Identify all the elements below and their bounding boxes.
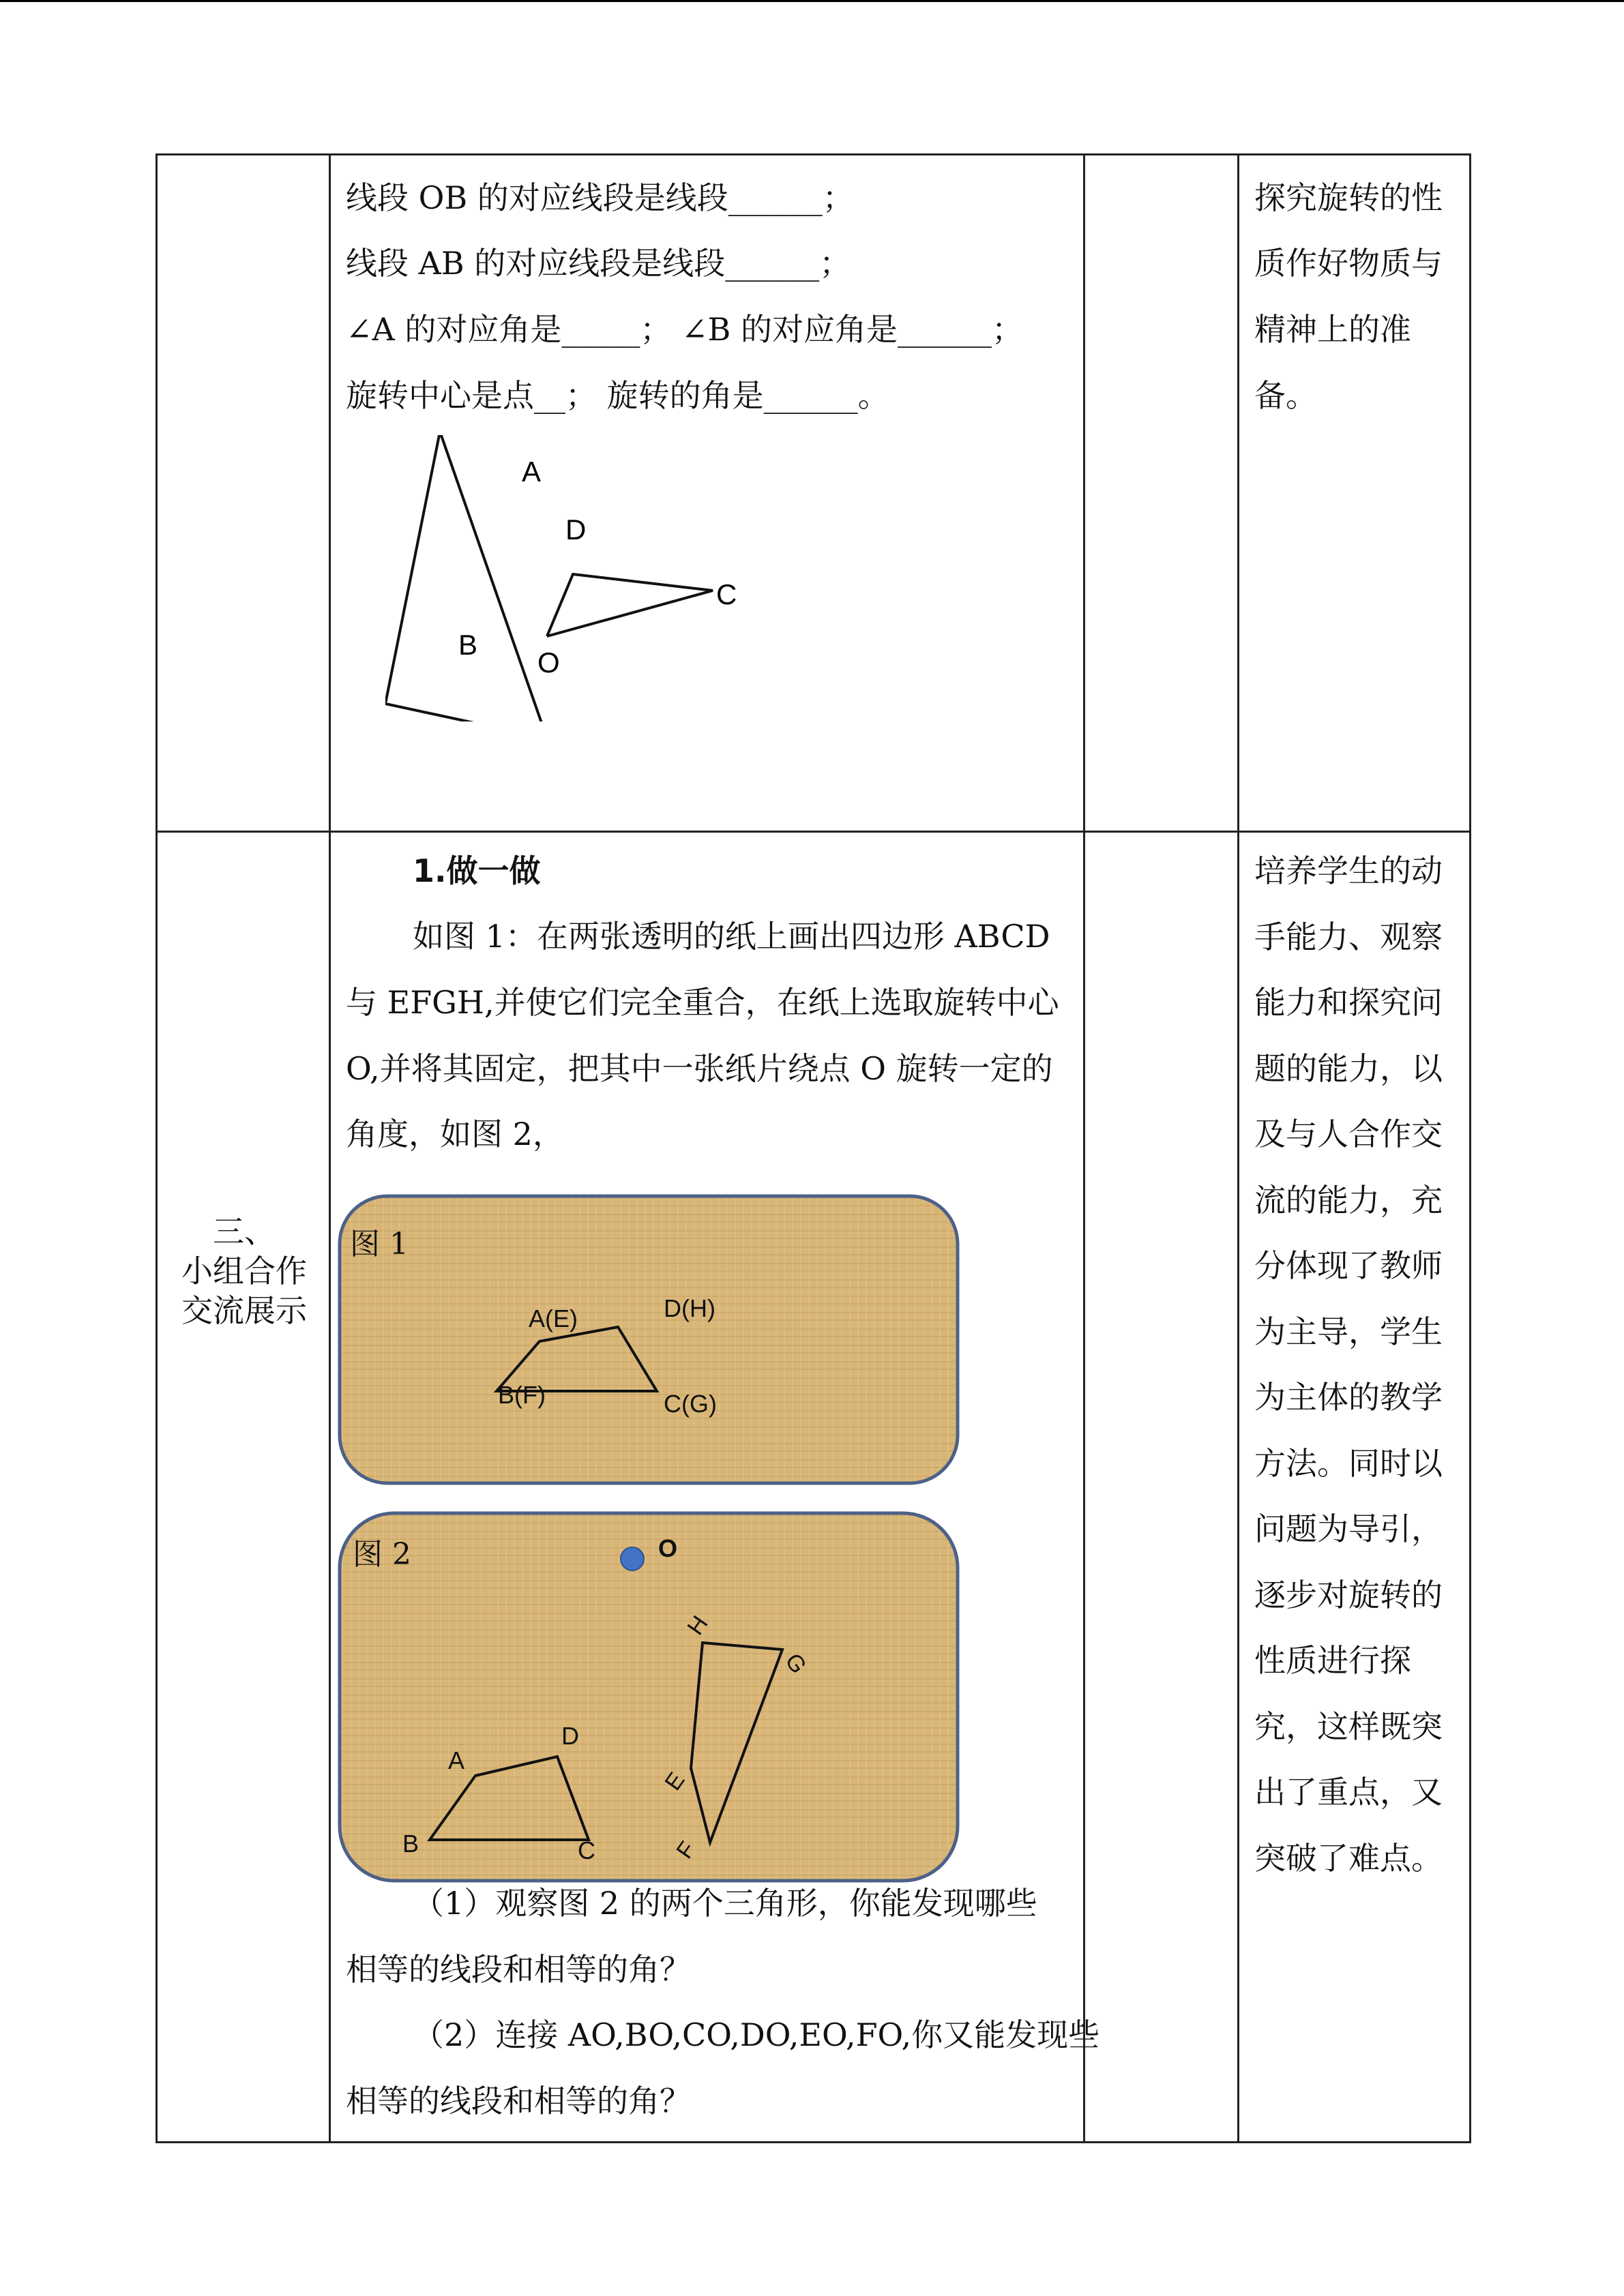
note-line: 备。 xyxy=(1254,377,1317,414)
note-line: 及与人合作交 xyxy=(1254,1116,1443,1152)
paper-background xyxy=(340,1513,958,1881)
activity-heading: 1.做一做 xyxy=(413,852,541,889)
note-line: 问题为导引， xyxy=(1254,1510,1443,1547)
stage-title-line2: 交流展示 xyxy=(181,1292,307,1329)
note-line: 究，这样既突 xyxy=(1254,1708,1443,1745)
page-top-rule xyxy=(0,0,1624,2)
question-line-ab: 线段 AB 的对应线段是线段______； xyxy=(346,245,851,282)
paper-background xyxy=(340,1196,958,1483)
stage-number: 三、 xyxy=(213,1213,276,1250)
label-c: C xyxy=(716,578,737,610)
label-c: C xyxy=(578,1836,595,1864)
label-e: E xyxy=(660,1768,690,1795)
note-line: 出了重点，又 xyxy=(1254,1774,1443,1810)
note-line: 方法。同时以 xyxy=(1254,1444,1443,1482)
note-line: 为主体的教学 xyxy=(1254,1379,1443,1416)
note-line: 能力和探究问 xyxy=(1254,984,1443,1021)
label-o: O xyxy=(537,646,560,679)
stage-cell xyxy=(157,832,330,2143)
note-line: 精神上的准 xyxy=(1254,311,1411,348)
triangle-doc xyxy=(547,574,713,636)
label-a: A xyxy=(448,1746,465,1774)
table-row xyxy=(157,832,1471,2143)
label-o: O xyxy=(658,1534,678,1562)
note-line: 性质进行探 xyxy=(1254,1642,1411,1679)
figure-2-panel xyxy=(338,1511,960,1883)
note-line: 探究旋转的性 xyxy=(1254,179,1443,216)
intro-line: 如图 1：在两张透明的纸上画出四边形 ABCD xyxy=(413,918,1050,955)
intro-line: O,并将其固定，把其中一张纸片绕点 O 旋转一定的 xyxy=(346,1050,1053,1087)
figure-1-title: 图 1 xyxy=(350,1227,409,1262)
label-b: B xyxy=(458,629,478,661)
label-b-f: B(F) xyxy=(498,1381,546,1409)
note-line: 题的能力，以 xyxy=(1254,1049,1443,1087)
question-line: 相等的线段和相等的角？ xyxy=(346,2083,691,2119)
question-line-angles: ∠A 的对应角是_____； ∠B 的对应角是______； xyxy=(346,311,1023,348)
content-cell-rotation-questions xyxy=(330,155,1084,832)
rotation-triangles-figure xyxy=(385,435,740,721)
rotation-center-point xyxy=(621,1547,644,1570)
stage-title-line1: 小组合作 xyxy=(181,1253,307,1289)
label-c-g: C(G) xyxy=(664,1390,717,1418)
note-line: 培养学生的动 xyxy=(1254,852,1443,889)
label-d: D xyxy=(561,1722,579,1750)
label-d: D xyxy=(565,513,587,546)
label-d-h: D(H) xyxy=(664,1294,715,1322)
note-line: 手能力、观察 xyxy=(1254,918,1443,955)
note-line: 质作好物质与 xyxy=(1254,245,1443,282)
label-a: A xyxy=(522,456,542,488)
label-h: H xyxy=(682,1611,713,1640)
question-line-center: 旋转中心是点__； 旋转的角是______。 xyxy=(346,377,889,414)
label-a-e: A(E) xyxy=(529,1304,578,1332)
intro-line: 角度，如图 2， xyxy=(346,1116,564,1152)
table-row xyxy=(157,155,1471,832)
note-line: 分体现了教师 xyxy=(1254,1247,1443,1284)
label-g: G xyxy=(780,1648,812,1679)
note-line: 流的能力，充 xyxy=(1254,1181,1443,1219)
note-line: 突破了难点。 xyxy=(1254,1839,1443,1877)
question-line: （1）观察图 2 的两个三角形，你能发现哪些 xyxy=(413,1885,1037,1922)
note-line: 逐步对旋转的 xyxy=(1254,1576,1443,1613)
empty-cell xyxy=(1084,832,1239,2143)
label-f: F xyxy=(671,1836,701,1864)
empty-cell xyxy=(1084,155,1239,832)
intro-line: 与 EFGH,并使它们完全重合，在纸上选取旋转中心 xyxy=(346,984,1059,1021)
note-cell-row2 xyxy=(1239,832,1471,2143)
stage-cell-empty xyxy=(157,155,330,832)
lesson-plan-table xyxy=(156,153,1471,2143)
question-line: （2）连接 AO,BO,CO,DO,EO,FO,你又能发现些 xyxy=(413,2016,1100,2053)
note-line: 为主导，学生 xyxy=(1254,1313,1443,1350)
question-line: 相等的线段和相等的角？ xyxy=(346,1951,691,1988)
note-cell-row1 xyxy=(1239,155,1471,832)
content-cell-activity xyxy=(330,832,1100,2143)
figure-2-title: 图 2 xyxy=(353,1537,411,1572)
label-b: B xyxy=(402,1830,419,1858)
figure-1-panel xyxy=(338,1194,960,1485)
question-line-ob: 线段 OB 的对应线段是线段______； xyxy=(346,179,854,216)
